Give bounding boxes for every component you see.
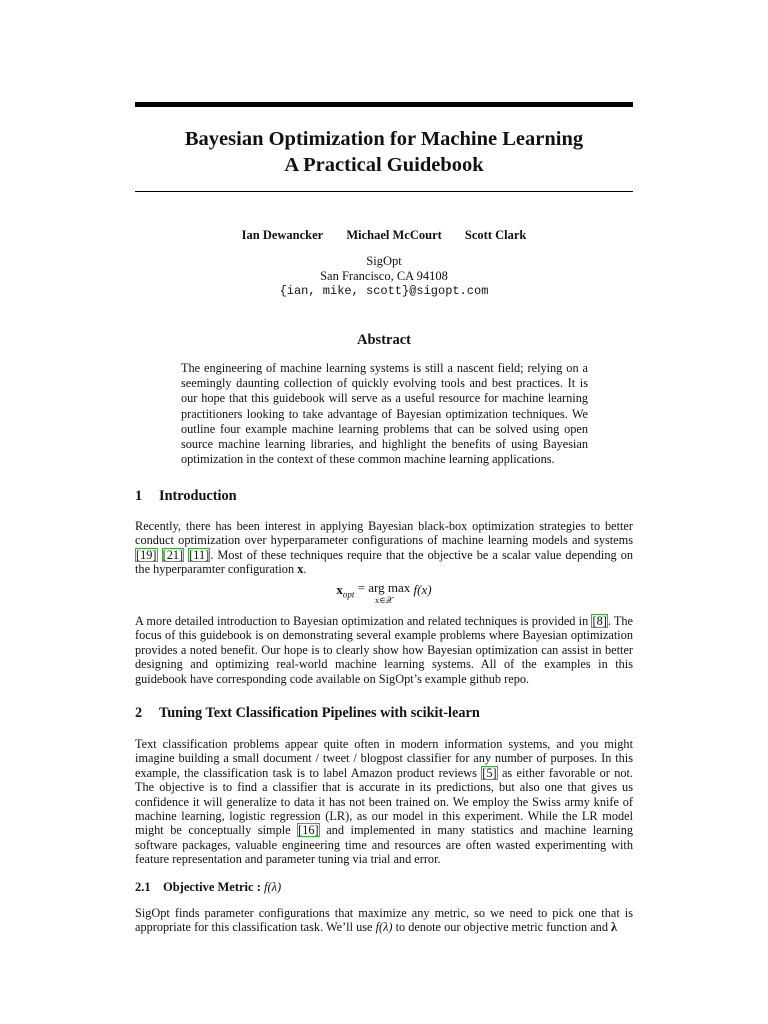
author-name: Scott Clark (464, 228, 527, 242)
author-name: Ian Dewancker (241, 228, 324, 242)
eq-argmax (358, 582, 411, 606)
math-vector-x: x (297, 562, 304, 577)
section-title: Tuning Text Classification Pipelines with scikit-learn (159, 705, 480, 721)
eq-operator: = arg max (357, 580, 411, 595)
math-lambda: λ (611, 920, 618, 935)
text-run: A more detailed introduction to Bayesian optimization and related techniques is provided in (135, 614, 592, 628)
citation-link[interactable]: [5] (482, 765, 497, 780)
text-run: . Most of these techniques require that the objective be a scalar value depending on the hyperparamter configuration (135, 547, 634, 577)
text-run: and implemented in many statistics and machine learning software packages, valuable engineering time and resources are often wasted experimenting with feature representation and parameter tuning via trial and error. (135, 823, 634, 867)
section2-paragraph (135, 737, 633, 867)
affiliation (135, 254, 633, 299)
affiliation-org: SigOpt (366, 254, 402, 268)
citation-link[interactable]: [19] (136, 547, 157, 562)
text-run: Recently, there has been interest in applying Bayesian black-box optimization strategies to better conduct optimization over hyperparameter configurations of machine learning models and systems (135, 519, 633, 548)
section-number: 1 (135, 488, 143, 504)
affiliation-address: San Francisco, CA 94108 (320, 269, 448, 283)
equation-xopt (135, 582, 633, 606)
citation-link[interactable]: [11] (189, 547, 210, 562)
intro-paragraph-1 (135, 519, 633, 577)
section-heading-introduction (135, 488, 237, 505)
citation-link[interactable]: [8] (592, 614, 607, 628)
subsection-number: 2.1 (135, 880, 151, 894)
title-top-rule (135, 102, 633, 107)
eq-rhs: f(x) (413, 582, 432, 597)
subsection-heading-objective-metric (135, 880, 281, 895)
section-title: Introduction (159, 488, 237, 504)
citation-link[interactable]: [21] (162, 547, 184, 562)
text-run: Text classification problems appear quite often in modern information systems, and you might imagine building a small document / tweet / blogpost classifier for any number of purposes. In this example, the classification task is to label Amazon product reviews (135, 737, 633, 780)
citation-link[interactable]: [16] (298, 823, 319, 838)
affiliation-emails: {ian, mike, scott}@sigopt.com (279, 284, 489, 298)
abstract-heading: Abstract (357, 332, 411, 348)
title-line-2: A Practical Guidebook (284, 154, 484, 176)
text-run: . (303, 562, 307, 577)
text-run: as either favorable or not. The objective is to find a classifier that is accurate in its predictions, but also one that gives us confidence it will generalize to data it has not been trained on. We employ the Swiss army knife of machine learning, logistic regression (LR), as our model in this experiment. While the LR model might be conceptually simple (135, 765, 633, 838)
title-line-1: Bayesian Optimization for Machine Learning (184, 128, 584, 150)
subsection-title: Objective Metric : (163, 880, 261, 894)
math-f-lambda: f(λ) (375, 920, 393, 935)
eq-lhs: x (336, 582, 343, 597)
author-name: Michael McCourt (346, 228, 442, 242)
subsection-paragraph (135, 906, 633, 935)
abstract-text: The engineering of machine learning systems is still a nascent field; relying on a seemingly daunting collection of quickly evolving tools and best practices. It is our hope that this guidebook will serve as a useful resource for machine learning practitioners looking to take advantage of Bayesian optimization techniques. We outline four example machine learning problems that can be solved using open source machine learning libraries, and highlight the benefits of using Bayesian optimization in the context of these common machine learning applications. (181, 361, 588, 467)
title-bottom-rule (135, 191, 633, 192)
text-run: to denote our objective metric function and (392, 920, 612, 935)
text-run: . The focus of this guidebook is on demonstrating several example problems where Bayesian optimization provides a noted benefit. Our hope is to clearly show how Bayesian optimization can assist in better designing and optimizing real-world machine learning systems. All of the examples in this guidebook have corresponding code available on SigOpt’s example github repo. (135, 614, 634, 686)
author-list (135, 228, 633, 243)
eq-lhs-subscript: opt (342, 589, 355, 600)
paper-title (135, 126, 633, 178)
eq-argmax-domain: x∈𝒳 (375, 595, 393, 605)
intro-paragraph-2 (135, 614, 633, 686)
text-run: SigOpt finds parameter configurations that maximize any metric, so we need to pick one that is appropriate for this classification task. We’ll use (135, 906, 633, 935)
section-heading-text-classification (135, 705, 480, 722)
subsection-title-math: f(λ) (263, 880, 282, 894)
section-number: 2 (135, 705, 143, 721)
